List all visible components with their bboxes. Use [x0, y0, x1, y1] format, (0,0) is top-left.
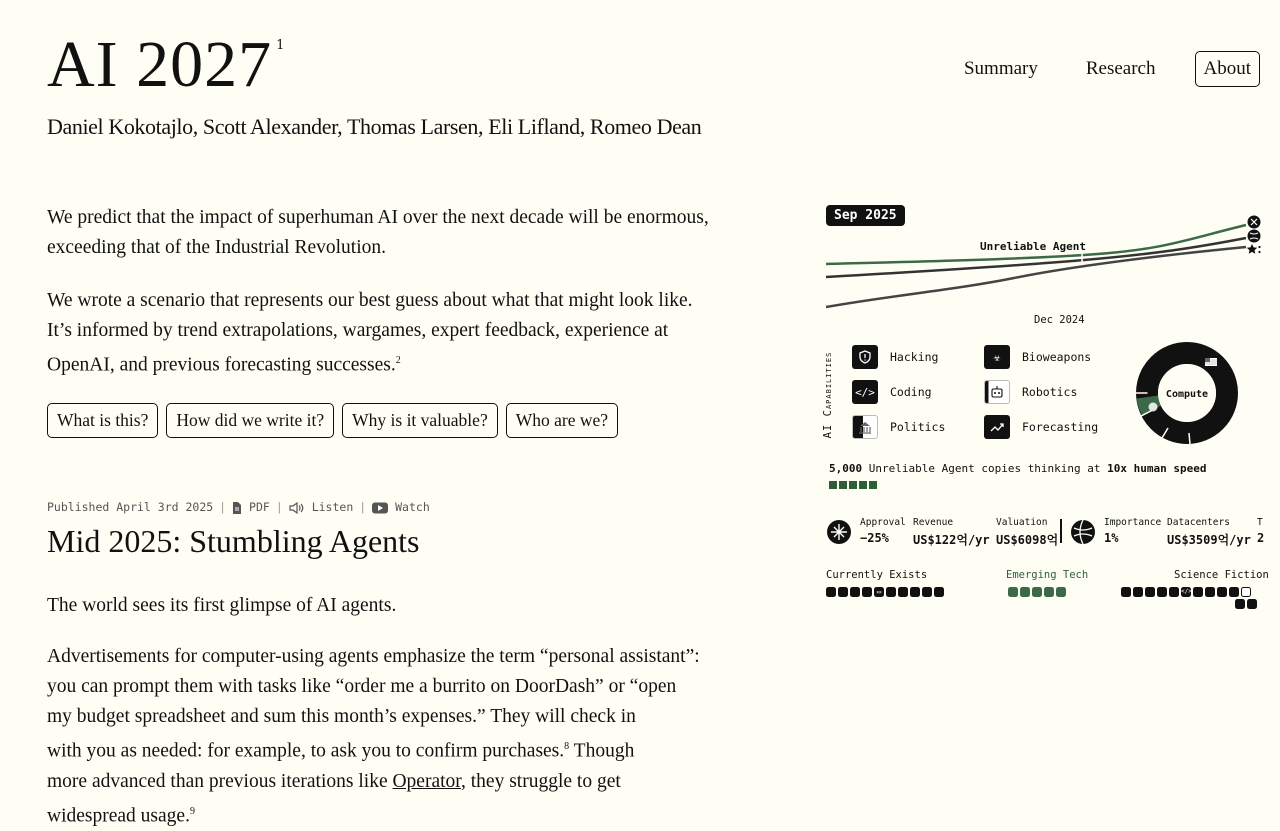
code-icon[interactable]: </>	[1181, 588, 1192, 595]
copy-square	[829, 481, 837, 489]
intro-paragraph-1: We predict that the impact of superhuman AI over the next decade will be enormous, exceeding that of the Industrial Revolution.	[47, 207, 709, 258]
globe-icon	[1070, 519, 1096, 545]
capability-bioweapons[interactable]	[984, 345, 1091, 369]
faq-buttons	[47, 403, 618, 438]
paragraph-line: with you as needed: for example, to ask you to confirm purchases.	[47, 740, 565, 762]
tech-square[interactable]	[1193, 587, 1203, 597]
site-title[interactable]: AI 2027	[47, 28, 273, 101]
emerging-tech-label: Emerging Tech	[1006, 569, 1089, 581]
approval-label: Approval	[860, 517, 906, 528]
trend-line-gray	[826, 247, 1246, 307]
scifi-tech-row-2	[1235, 599, 1257, 609]
donut-segment-divider	[1189, 433, 1190, 444]
capability-label: Bioweapons	[1022, 350, 1092, 364]
tech-square[interactable]	[1032, 587, 1042, 597]
tech-square[interactable]	[1020, 587, 1030, 597]
tech-square[interactable]	[1169, 587, 1179, 597]
globe-icon	[1248, 230, 1261, 243]
capitol-icon	[852, 415, 878, 439]
tech-square[interactable]	[1157, 587, 1167, 597]
copy-square	[869, 481, 877, 489]
tech-square[interactable]	[1121, 587, 1131, 597]
intro-line: OpenAI, and previous forecasting successes.	[47, 354, 396, 376]
copy-square	[849, 481, 857, 489]
revenue-label: Revenue	[913, 517, 954, 528]
listen-label: Listen	[311, 500, 354, 514]
globe-icon[interactable]	[1241, 587, 1251, 597]
tech-square[interactable]	[1145, 587, 1155, 597]
valuation-value: US$6098억	[996, 533, 1059, 547]
tech-square[interactable]	[886, 587, 896, 597]
tech-square[interactable]	[850, 587, 860, 597]
footnote-ref[interactable]: 2	[395, 355, 401, 366]
pdf-link[interactable]	[232, 500, 270, 514]
us-flag-icon	[1205, 358, 1217, 366]
tech-square[interactable]	[1056, 587, 1066, 597]
intro-paragraph-2	[47, 286, 767, 381]
capability-politics[interactable]	[852, 415, 945, 439]
copies-speed: 10x human speed	[1107, 462, 1207, 475]
scifi-tech-row	[1121, 587, 1251, 597]
car-icon[interactable]: ▭	[874, 587, 884, 597]
tech-square[interactable]	[1247, 599, 1257, 609]
capability-robotics[interactable]	[984, 380, 1077, 404]
copy-square	[839, 481, 847, 489]
copies-indicator	[829, 481, 877, 489]
approval-value: −25%	[860, 531, 889, 545]
star-icon	[1247, 244, 1261, 254]
tech-square[interactable]	[1133, 587, 1143, 597]
capability-forecasting[interactable]	[984, 415, 1098, 439]
intro-line: It’s informed by trend extrapolations, wargames, expert feedback, experience at	[47, 320, 669, 341]
stats-row	[824, 517, 1280, 547]
emerging-tech-row	[1008, 587, 1066, 597]
paragraph-line: you can prompt them with tasks like “order me a burrito on DoorDash” or “open	[47, 676, 677, 697]
intro-line: We wrote a scenario that represents our best guess about what that might look like.	[47, 290, 693, 311]
date-badge[interactable]: Sep 2025	[826, 205, 905, 226]
code-icon: </>	[852, 380, 878, 404]
speaker-icon	[289, 502, 305, 514]
copies-text: Unreliable Agent copies thinking at	[862, 462, 1108, 475]
cut-off-value: 2	[1257, 531, 1265, 545]
tech-square[interactable]	[1205, 587, 1215, 597]
separator: |	[275, 500, 283, 514]
chart-start-label: Dec 2024	[1034, 314, 1085, 326]
biohazard-icon: ☣	[984, 345, 1010, 369]
openbrain-logo-icon	[1248, 216, 1261, 229]
who-are-we-button[interactable]: Who are we?	[506, 403, 618, 438]
trend-icon	[984, 415, 1010, 439]
tech-square[interactable]	[1008, 587, 1018, 597]
valuation-label: Valuation	[996, 517, 1048, 528]
tech-square[interactable]	[862, 587, 872, 597]
tech-square[interactable]	[922, 587, 932, 597]
donut-center-label: Compute	[1165, 389, 1209, 400]
separator: |	[359, 500, 367, 514]
capabilities-label: AI Capabilities	[822, 351, 834, 439]
tech-square[interactable]	[1217, 587, 1227, 597]
tech-square[interactable]	[1044, 587, 1054, 597]
openbrain-logo-icon	[826, 519, 852, 545]
currently-exists-label: Currently Exists	[826, 569, 928, 581]
nav-about[interactable]: About	[1195, 51, 1261, 87]
existing-tech-row	[826, 587, 944, 597]
datacenters-label: Datacenters	[1167, 517, 1230, 528]
paragraph-line: my budget spreadsheet and sum this month’s expenses.” They will check in	[47, 706, 636, 727]
capability-label: Forecasting	[1022, 420, 1099, 434]
paragraph-line: , they struggle to get	[461, 770, 621, 792]
science-fiction-label: Science Fiction	[1174, 569, 1269, 581]
copies-count: 5,000	[829, 462, 863, 475]
what-is-this-button[interactable]: What is this?	[47, 403, 158, 438]
tech-square[interactable]	[826, 587, 836, 597]
listen-link[interactable]	[289, 500, 353, 514]
compute-donut-chart[interactable]	[1134, 340, 1240, 446]
capability-hacking[interactable]	[852, 345, 938, 369]
shield-icon	[852, 345, 878, 369]
paragraph-line: widespread usage.	[47, 805, 190, 826]
footnote-ref[interactable]: 8	[564, 741, 570, 752]
datacenters-value: US$3509억/yr	[1167, 533, 1251, 547]
paragraph-line: more advanced than previous iterations like	[47, 770, 393, 792]
revenue-value: US$122억/yr	[913, 533, 990, 547]
paragraph-line: Though	[569, 740, 635, 762]
copy-square	[859, 481, 867, 489]
main-nav	[925, 51, 1260, 87]
published-date: Published April 3rd 2025	[47, 500, 214, 514]
capability-label: Robotics	[1022, 385, 1078, 399]
divider	[1060, 519, 1062, 543]
openbrain-logo-icon	[1149, 403, 1158, 412]
section-title: Mid 2025: Stumbling Agents	[47, 523, 420, 559]
why-is-it-valuable-button[interactable]: Why is it valuable?	[342, 403, 498, 438]
tech-square[interactable]	[934, 587, 944, 597]
section-paragraph-2	[47, 642, 767, 831]
document-icon	[232, 502, 242, 514]
agent-copies-status	[829, 462, 1207, 475]
nav-summary[interactable]: Summary	[963, 58, 1038, 79]
video-play-icon	[372, 502, 388, 514]
tech-square[interactable]	[910, 587, 920, 597]
importance-value: 1%	[1104, 531, 1119, 545]
pdf-label: PDF	[249, 500, 270, 514]
capability-label: Coding	[890, 385, 932, 399]
paragraph-line: Advertisements for computer-using agents emphasize the term “personal assistant”:	[47, 646, 700, 667]
how-did-we-write-it-button[interactable]: How did we write it?	[166, 403, 334, 438]
capability-label: Hacking	[890, 350, 939, 364]
capability-coding[interactable]	[852, 380, 932, 404]
importance-label: Importance	[1104, 517, 1162, 528]
separator: |	[219, 500, 227, 514]
capability-label: Politics	[890, 420, 946, 434]
title-footnote[interactable]: 1	[276, 38, 285, 53]
author-list: Daniel Kokotajlo, Scott Alexander, Thomas Larsen, Eli Lifland, Romeo Dean	[47, 114, 702, 139]
tech-square[interactable]	[1235, 599, 1245, 609]
watch-label: Watch	[395, 500, 430, 514]
scenario-dashboard	[824, 200, 1280, 630]
robot-icon	[984, 380, 1010, 404]
site-title-wrap	[47, 26, 285, 104]
operator-link[interactable]: Operator	[392, 770, 461, 792]
publish-meta	[47, 500, 430, 514]
chart-label: Unreliable Agent	[980, 240, 1086, 253]
tech-square[interactable]	[898, 587, 908, 597]
tech-square[interactable]	[838, 587, 848, 597]
cut-off-label: T	[1257, 517, 1263, 528]
section-paragraph-1: The world sees its first glimpse of AI agents.	[47, 595, 397, 616]
footnote-ref[interactable]: 9	[189, 805, 195, 817]
tech-square[interactable]	[1229, 587, 1239, 597]
nav-research[interactable]: Research	[1085, 58, 1156, 79]
watch-link[interactable]	[372, 500, 430, 514]
